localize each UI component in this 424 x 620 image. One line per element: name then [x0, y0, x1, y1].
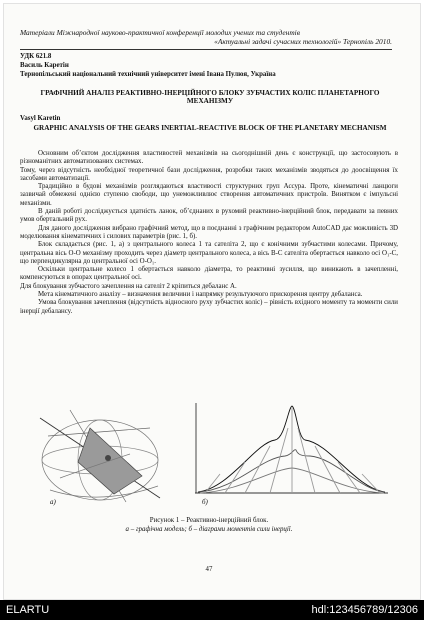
header-line-2: «Актуальні задачі сучасних технологій» Тернопіль 2010. — [214, 37, 392, 46]
footer-repository: ELARTU — [6, 604, 50, 616]
affiliation: Тернопільський національний технічний університет імені Івана Пулюя, Україна — [20, 71, 276, 78]
paragraph: Для блокування зубчастого зачеплення на сателіт 2 кріпиться дебаланс А. — [20, 282, 237, 290]
author-en: Vasyl Karetin — [20, 115, 61, 122]
header-line-1: Матеріали Міжнародної науково-практичної конференції молодих учених та студентів — [20, 28, 300, 37]
author-ua: Василь Каретін — [20, 62, 69, 69]
header-rule — [20, 49, 392, 50]
page-number: 47 — [205, 566, 213, 573]
title-en: GRAPHIC ANALYSIS OF THE GEARS INERTIAL-REACTIVE BLOCK OF THE PLANETARY MECHANISM — [33, 124, 387, 132]
footer-handle[interactable]: hdl:123456789/12306 — [311, 604, 418, 616]
udk-code: УДК 621.8 — [20, 53, 52, 60]
figure-1 — [30, 398, 390, 508]
figure-label-a: а) — [50, 498, 56, 506]
paragraph: Для даного дослідження вибрано графічний метод, що в поєднанні з графічним редактором AutoCAD дає можливість 3D моделювання кінематичних і силових параметрів (рис. 1, б). — [20, 224, 398, 240]
footer-bar — [0, 600, 424, 620]
graphic-model-drawing — [40, 410, 160, 502]
paragraph: Основним об’єктом дослідження властивостей механізмів на сьогоднішній день є конструкції, що застосовують в різноманітних автоматизованих системах. — [20, 150, 398, 166]
figure-caption: Рисунок 1 – Реактивно-інерційний блок. — [149, 517, 269, 524]
figure-subcaption: а – графічна модель; б – діаграми моментів сили інерції. — [125, 526, 293, 533]
conference-header — [20, 28, 392, 46]
moment-diagram — [195, 403, 388, 493]
paragraph: В даній роботі досліджується здатність ланок, об’єднаних в рухомий реактивно-інерційний блок, передавати за певних умов обертальний рух. — [20, 208, 398, 224]
paragraph: Оскільки центральне колесо 1 обертається навколо діаметра, то реактивні зусилля, що виникають в зачепленні, компенсуються в опорах центральної осі. — [20, 266, 398, 282]
title-ua: ГРАФІЧНИЙ АНАЛІЗ РЕАКТИВНО-ІНЕРЦІЙНОГО БЛОКУ ЗУБЧАСТИХ КОЛІС ПЛАНЕТАРНОГО МЕХАНІЗМУ — [40, 89, 380, 106]
figure-label-b: б) — [202, 498, 208, 506]
paragraph: Тому, через відсутність необхідної теоретичної бази дослідження, розробки таких механізмів зводяться до доосвіщення їх засобами автоматизації. — [20, 166, 398, 182]
paragraph: Традиційно в будові механізмів розглядаються властивості структурних груп Ассура. Проте, кінематичні ланцюги зазвичай обмежені однією ступеню свободи, що унеможливлює створення автоматичних пристроїв. Винятком є імпульсні механізми. — [20, 183, 398, 207]
body-text — [20, 150, 398, 316]
paragraph: Умова блокування зачеплення (відсутність відносного руху зубчастих коліс) – рівність вхідного моменту та моменти сили інерції дебалансу. — [20, 299, 398, 315]
paragraph: Блок складається (рис. 1, а) з центрального колеса 1 та сателіта 2, що є конічними зубчастими колесами. Причому, центральна вісь О-О механізму проходить через діаметр центрального колеса, а вісь В-С сателіта обертається навколо осі О₁-С, що перпендикулярна до центральної осі О-О₁. — [20, 241, 398, 265]
paragraph: Мета кінематичного аналізу – визначення величини і напрямку результуючого прискорення центру дебаланса. — [38, 291, 363, 299]
